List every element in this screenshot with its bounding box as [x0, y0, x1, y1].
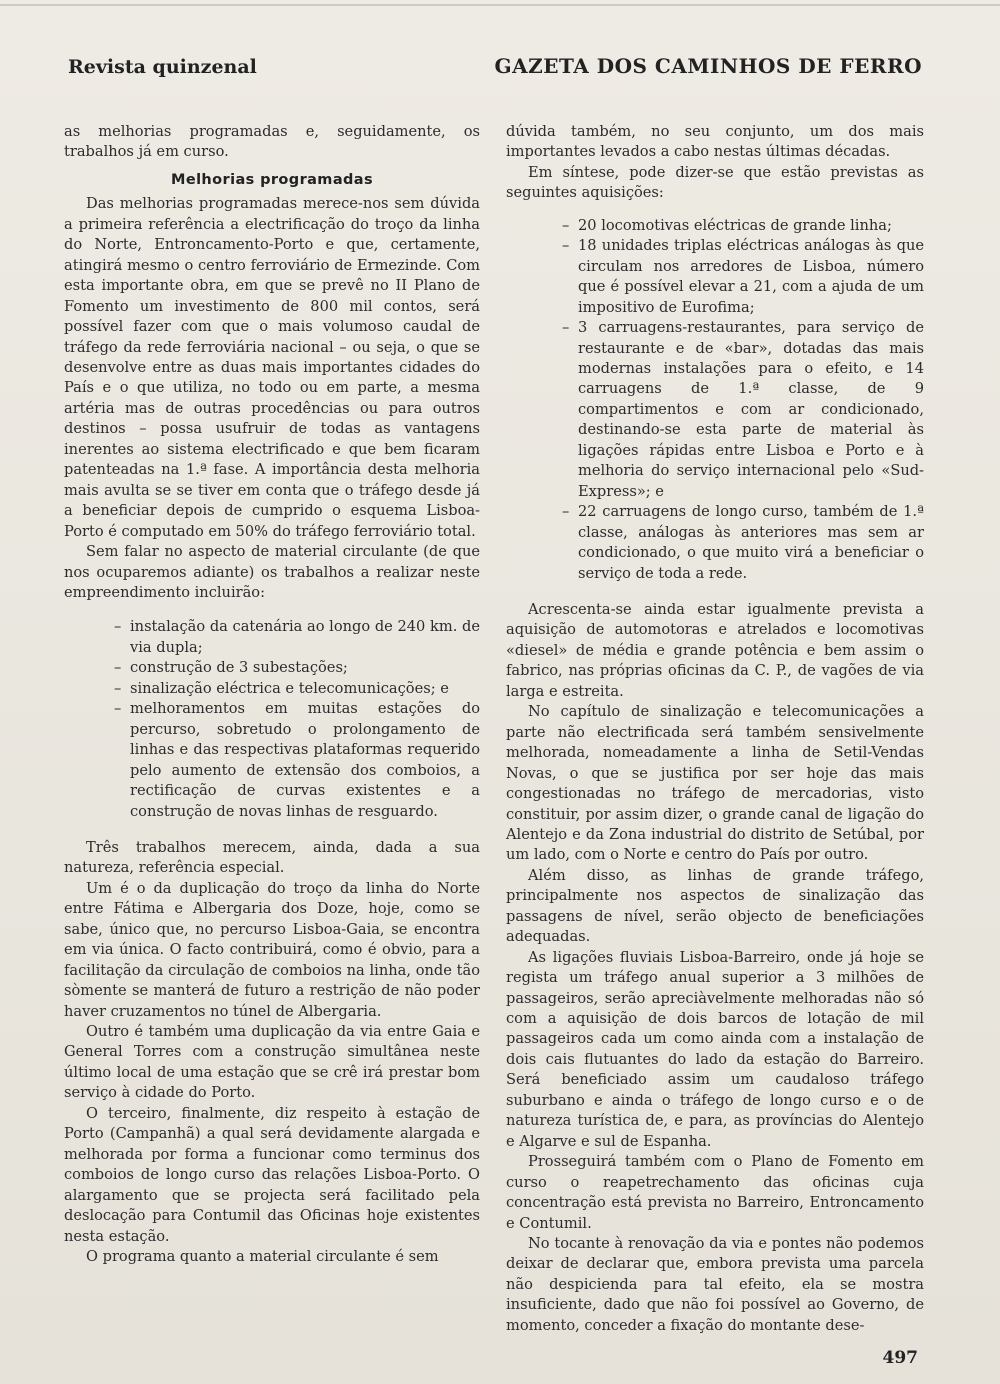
list-item: – sinalização eléctrica e telecomunicações; e	[114, 679, 449, 697]
header-journal-title: GAZETA DOS CAMINHOS DE FERRO	[494, 54, 922, 78]
paragraph: Acrescenta-se ainda estar igualmente prevista a aquisição de automotoras e atrelados e locomotivas «diesel» de média e grande potência e bem assim o fabrico, nas próprias oficinas da C. P., de vagões de via larga e estreita.	[506, 600, 924, 700]
acquisitions-list	[562, 216, 924, 584]
list-item: – 18 unidades triplas eléctricas análogas às que circulam nos arredores de Lisboa, número que é possível elevar a 21, com a ajuda de um impositivo de Eurofima;	[562, 237, 924, 316]
paragraph: O terceiro, finalmente, diz respeito à estação de Porto (Campanhã) a qual será devidamente alargada e melhorada por forma a funcionar como terminus dos comboios de longo curso das relações Lisboa-Porto. O alargamento que se projecta será facilitado pela deslocação para Contumil das Oficinas hoje existentes nesta estação.	[64, 1104, 480, 1245]
works-list	[114, 617, 480, 822]
paragraph: Das melhorias programadas merece-nos sem dúvida a primeira referência a electrificação do troço da linha do Norte, Entroncamento-Porto e que, certamente, atingirá mesmo o centro ferroviário de Ermezinde. Com esta importante obra, em que se prevê no II Plano de Fomento um investimento de 800 mil contos, será possível fazer com que o mais volumoso caudal de tráfego da rede ferroviária nacional – ou seja, o que se desenvolve entre as duas mais importantes cidades do País e o que utiliza, no todo ou em parte, a mesma artéria mas de outras procedências ou para outros destinos – possa usufruir de todas as vantagens inerentes ao sistema electrificado e que bem ficaram patenteadas na 1.ª fase. A importância desta melhoria mais avulta se se tiver em conta que o tráfego desde já a beneficiar depois de cumprido o esquema Lisboa-Porto é computado em 50% do tráfego ferroviário total.	[64, 195, 480, 540]
paragraph: Prosseguirá também com o Plano de Fomento em curso o reapetrechamento das oficinas cuja concentração está prevista no Barreiro, Entroncamento e Contumil.	[506, 1153, 924, 1232]
paragraph: Um é o da duplicação do troço da linha do Norte entre Fátima e Albergaria dos Doze, hoje, como se sabe, único que, no percurso Lisboa-Gaia, se encontra em via única. O facto contribuirá, como é obvio, para a facilitação da circulação de comboios na linha, onde tão sòmente se manterá de futuro a restrição de não poder haver cruzamentos no túnel de Albergaria.	[64, 879, 480, 1020]
list-item: – instalação da catenária ao longo de 240 km. de via dupla;	[114, 618, 480, 656]
paragraph: No capítulo de sinalização e telecomunicações a parte não electrificada será também sensivelmente melhorada, nomeadamente a linha de Setil-Vendas Novas, o que se justifica por ser hoje das mais congestionadas no tráfego de mercadorias, visto constituir, por assim dizer, o grande canal de ligação do Alentejo e da Zona industrial do distrito de Setúbal, por um lado, com o Norte e centro do País por outro.	[506, 703, 924, 864]
header-publication-frequency: Revista quinzenal	[68, 56, 257, 78]
paragraph: Sem falar no aspecto de material circulante (de que nos ocuparemos adiante) os trabalhos a realizar neste empreendimento incluirão:	[64, 543, 480, 601]
left-column	[64, 122, 480, 1267]
paragraph: Três trabalhos merecem, ainda, dada a sua natureza, referência especial.	[64, 838, 480, 877]
top-edge-rule	[0, 4, 1000, 6]
paragraph: Além disso, as linhas de grande tráfego, principalmente nos aspectos de sinalização das passagens de nível, serão objecto de beneficiações adequadas.	[506, 866, 924, 946]
paragraph: Outro é também uma duplicação da via entre Gaia e General Torres com a construção simultânea neste último local de uma estação que se crê irá prestar bom serviço à cidade do Porto.	[64, 1023, 480, 1102]
paragraph: dúvida também, no seu conjunto, um dos mais importantes levados a cabo nestas últimas décadas.	[506, 123, 924, 161]
section-heading: Melhorias programadas	[171, 171, 373, 188]
list-item: – 22 carruagens de longo curso, também de 1.ª classe, análogas às anteriores mas sem ar condicionado, o que muito virá a beneficiar o serviço de toda a rede.	[562, 503, 924, 582]
page-number: 497	[882, 1348, 918, 1368]
paragraph: as melhorias programadas e, seguidamente, os trabalhos já em curso.	[64, 123, 480, 161]
paragraph: Em síntese, pode dizer-se que estão previstas as seguintes aquisições:	[506, 163, 924, 202]
paragraph: As ligações fluviais Lisboa-Barreiro, onde já hoje se regista um tráfego anual superior a 3 milhões de passageiros, serão apreciàvelmente melhoradas não só com a aquisição de dois barcos de lotação de mil passageiros cada um como ainda com a instalação de dois cais flutuantes do lado da estação do Barreiro. Será beneficiado assim um caudaloso tráfego suburbano e ainda o tráfego de longo curso e o de natureza turística de, e para, as províncias do Alentejo e Algarve e sul de Espanha.	[506, 948, 924, 1150]
list-item: – 20 locomotivas eléctricas de grande linha;	[562, 216, 892, 234]
list-item: – melhoramentos em muitas estações do percurso, sobretudo o prolongamento de linhas e das respectivas plataformas requerido pelo aumento de extensão dos comboios, a rectificação de curvas existentes e a construção de novas linhas de resguardo.	[114, 700, 480, 820]
paragraph: No tocante à renovação da via e pontes não podemos deixar de declarar que, embora prevista uma parcela não despicienda para tal efeito, ela se mostra insuficiente, dado que não foi possível ao Governo, de momento, conceder a fixação do montante dese-	[506, 1235, 924, 1334]
paragraph: O programa quanto a material circulante é sem	[86, 1248, 439, 1266]
list-item: – construção de 3 subestações;	[114, 659, 348, 677]
right-column	[506, 122, 924, 1336]
list-item: – 3 carruagens-restaurantes, para serviço de restaurante e de «bar», dotadas das mais modernas instalações para o efeito, e 14 carruagens de 1.ª classe, de 9 compartimentos e com ar condicionado, destinando-se esta parte de material às ligações rápidas entre Lisboa e Porto e à melhoria do serviço internacional pelo «Sud-Express»; e	[562, 319, 924, 500]
